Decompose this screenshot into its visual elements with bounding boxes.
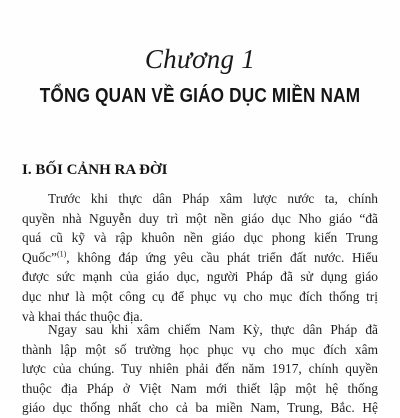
paragraph-1-line	[22, 248, 378, 268]
chapter-label: Chương 1	[144, 44, 256, 74]
paragraph-1-line: và khai thác thuộc địa.	[22, 308, 143, 324]
paragraph-2-line: giáo dục thống nhất cho cả ba miền Nam, Trung, Bắc. Hệ	[22, 400, 378, 416]
paragraph-2-line: thành lập một số trường học phục vụ cho mục đích xâm	[22, 341, 378, 357]
footnote-marker[interactable]: (1)	[56, 249, 67, 259]
paragraph-2	[22, 320, 378, 418]
paragraph-1-line: quyền nhà Nguyễn duy trì một nền giáo dục Nho giáo “đã	[22, 210, 378, 226]
paragraph-1-line: quá cũ kỹ và rập khuôn nền giáo dục phong kiến Trung	[22, 230, 378, 246]
paragraph-1-line: được sức mạnh của giáo dục, người Pháp đã sử dụng giáo	[22, 269, 378, 285]
paragraph-2-line: thuộc địa Pháp ở Việt Nam mới thiết lập một hệ thống	[22, 380, 378, 396]
paragraph-2-line: Ngay sau khi xâm chiếm Nam Kỳ, thực dân Pháp đã	[48, 322, 378, 337]
paragraph-1-line: Trước khi thực dân Pháp xâm lược nước ta, chính	[48, 191, 378, 206]
footnote-lead-text: Quốc”	[22, 249, 57, 265]
paragraph-2-line: lược của chúng. Tuy nhiên phải đến năm 1917, chính quyền	[22, 361, 378, 377]
paragraph-1	[22, 189, 378, 326]
paragraph-1-line: dục như là một công cụ để phục vụ cho mục đích thống trị	[22, 288, 378, 304]
section-heading: I. BỐI CẢNH RA ĐỜI	[22, 162, 168, 178]
chapter-title: TỔNG QUAN VỀ GIÁO DỤC MIỀN NAM	[39, 85, 361, 107]
footnote-trail-text: , không đáp ứng yêu cầu phát triển đất nước. Hiểu	[66, 249, 378, 265]
